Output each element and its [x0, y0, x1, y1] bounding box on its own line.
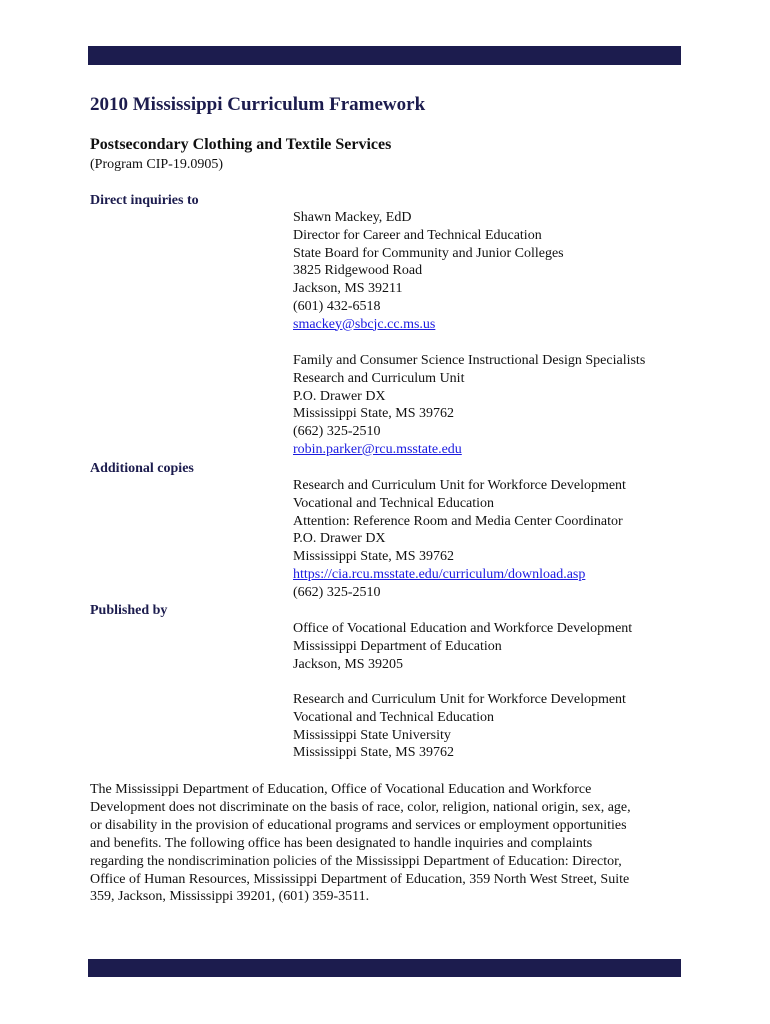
contact-block-primary [293, 209, 693, 333]
contact-street: 3825 Ridgewood Road [293, 263, 423, 279]
copies-dept: Vocational and Technical Education [293, 495, 495, 511]
contact-unit: Research and Curriculum Unit [293, 370, 465, 386]
program-cip: (Program CIP-19.0905) [90, 157, 223, 172]
notice-line: regarding the nondiscrimination policies of the Mississippi Department of Education: Director, [90, 853, 622, 869]
copies-attention: Attention: Reference Room and Media Center Coordinator [293, 513, 623, 529]
program-name: Postsecondary Clothing and Textile Services [90, 136, 392, 153]
contact-phone: (662) 325-2510 [293, 424, 381, 439]
contact-city: Mississippi State, MS 39762 [293, 406, 455, 422]
copies-block [293, 477, 693, 601]
publisher-dept: Vocational and Technical Education [293, 709, 495, 725]
notice-line: and benefits. The following office has been designated to handle inquiries and complaints [90, 835, 593, 851]
contact-city: Jackson, MS 39211 [293, 281, 403, 296]
header-bar [88, 46, 681, 65]
additional-copies-label: Additional copies [90, 461, 194, 476]
publisher-office: Office of Vocational Education and Workforce Development [293, 621, 633, 636]
footer-bar [88, 959, 681, 977]
copies-city: Mississippi State, MS 39762 [293, 549, 455, 564]
publisher-city: Jackson, MS 39205 [293, 656, 404, 672]
publisher-block-secondary [293, 691, 693, 762]
published-by-label: Published by [90, 603, 168, 618]
publisher-dept: Mississippi Department of Education [293, 638, 502, 654]
notice-line: 359, Jackson, Mississippi 39201, (601) 359-3511. [90, 889, 370, 905]
contact-name: Shawn Mackey, EdD [293, 210, 412, 225]
download-url-link[interactable]: https://cia.rcu.msstate.edu/curriculum/download.asp [293, 566, 586, 582]
contact-email-link[interactable]: smackey@sbcjc.cc.ms.us [293, 316, 436, 332]
contact-title: Director for Career and Technical Education [293, 227, 542, 243]
contact-organization: State Board for Community and Junior Colleges [293, 245, 564, 261]
notice-line: or disability in the provision of educational programs and services or employment opportunities [90, 817, 627, 833]
publisher-city: Mississippi State, MS 39762 [293, 745, 455, 761]
contact-block-secondary [293, 352, 693, 459]
copies-unit: Research and Curriculum Unit for Workforce Development [293, 478, 626, 493]
nondiscrimination-notice [90, 781, 680, 906]
notice-line: The Mississippi Department of Education, Office of Vocational Education and Workforce [90, 782, 592, 797]
publisher-university: Mississippi State University [293, 727, 451, 743]
copies-phone: (662) 325-2510 [293, 584, 381, 600]
contact-email-link[interactable]: robin.parker@rcu.msstate.edu [293, 441, 462, 457]
contact-phone: (601) 432-6518 [293, 298, 381, 314]
publisher-block-primary [293, 620, 693, 673]
contact-po-box: P.O. Drawer DX [293, 388, 386, 404]
direct-inquiries-label: Direct inquiries to [90, 193, 199, 208]
notice-line: Development does not discriminate on the basis of race, color, religion, national origin, sex, age, [90, 799, 631, 815]
page-title: 2010 Mississippi Curriculum Framework [90, 94, 426, 115]
notice-line: Office of Human Resources, Mississippi Department of Education, 359 North West Street, Suite [90, 871, 630, 887]
contact-name: Family and Consumer Science Instructional Design Specialists [293, 353, 646, 368]
copies-po-box: P.O. Drawer DX [293, 531, 386, 547]
publisher-unit: Research and Curriculum Unit for Workforce Development [293, 692, 626, 707]
